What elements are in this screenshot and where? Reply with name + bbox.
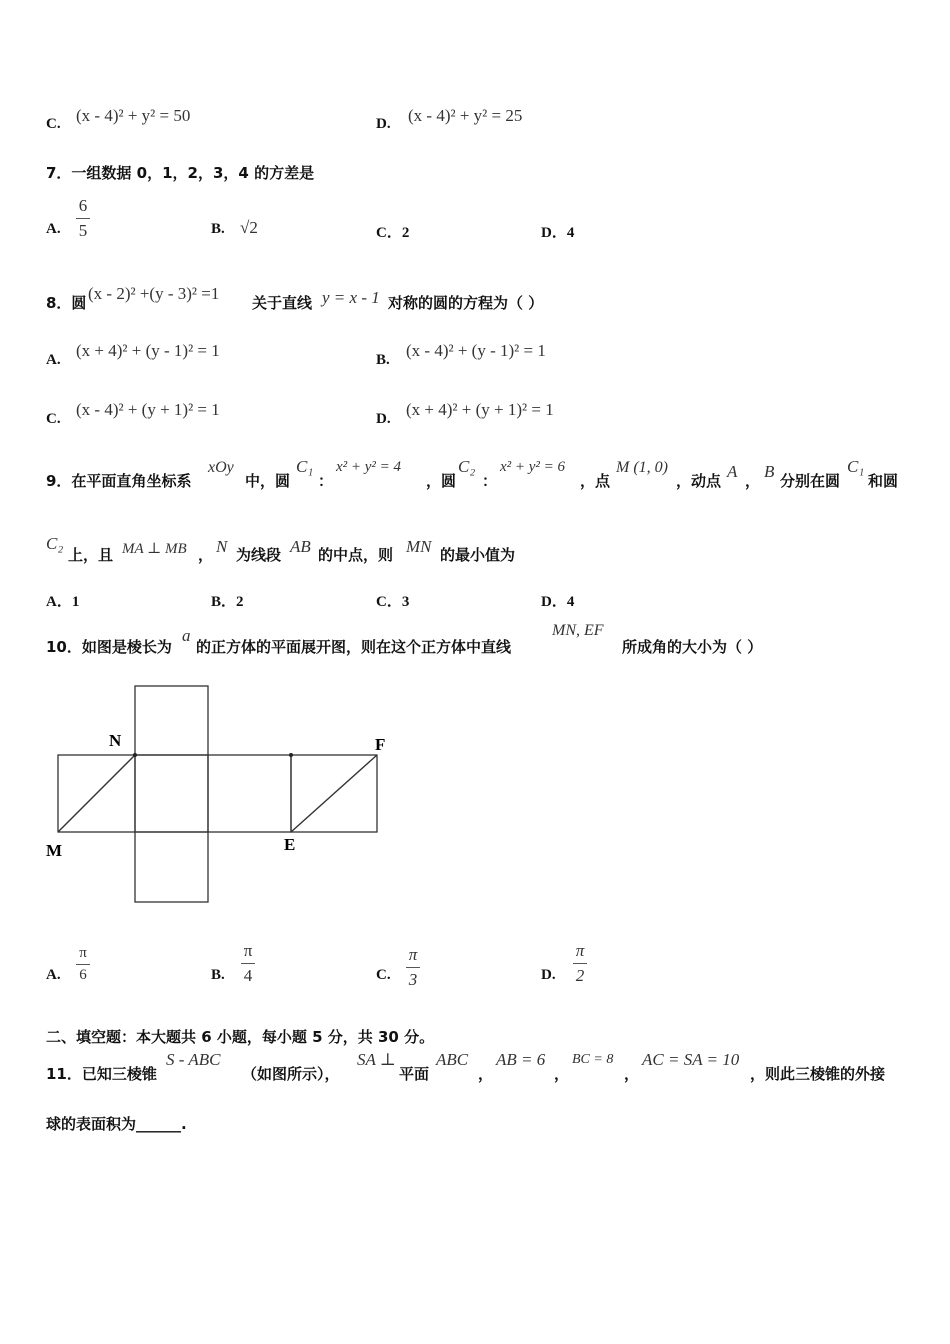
q10-option-b-label: B. xyxy=(211,967,225,983)
net-face-bottom xyxy=(135,832,208,902)
fraction-bar xyxy=(241,963,255,964)
q11-math-sa-perp: SA ⊥ xyxy=(357,1050,396,1069)
fraction-bar xyxy=(76,964,90,965)
net-face-top xyxy=(135,686,208,755)
q10-option-c-label: C. xyxy=(376,967,391,983)
point-top-dot xyxy=(289,753,293,757)
q7-option-d: D．4 xyxy=(541,225,575,241)
q9-math-b: B xyxy=(764,462,775,481)
q10-text-2: 的正方体的平面展开图，则在这个正方体中直线 xyxy=(196,638,512,656)
q9-text-9: 分别在圆 xyxy=(780,472,841,490)
segment-mn xyxy=(58,755,135,832)
q10-option-c-denominator: 3 xyxy=(408,970,418,989)
q7-option-a-denominator: 5 xyxy=(78,221,88,240)
q10-option-a-label: A. xyxy=(46,967,61,983)
q9-option-a: A．1 xyxy=(46,594,80,610)
q9-text-10: 和圆 xyxy=(868,472,899,490)
q9-math-xoy: xOy xyxy=(208,459,234,476)
q9-math-mn: MN xyxy=(406,537,432,556)
q11-text-4: ， xyxy=(478,1065,494,1083)
fraction-bar xyxy=(406,967,420,968)
q9-text-3: ： xyxy=(318,472,334,490)
q8-option-d-formula: (x + 4)² + (y + 1)² = 1 xyxy=(406,400,554,419)
q10-option-a-denominator: 6 xyxy=(79,967,87,983)
q10-option-d-numerator: π xyxy=(575,941,585,960)
q9-text-15: 的最小值为 xyxy=(440,546,516,564)
q11-line-2: 球的表面积为______. xyxy=(46,1115,187,1133)
q11-math-abc: ABC xyxy=(436,1050,469,1069)
label-m: M xyxy=(46,841,63,860)
q10-option-d-fraction xyxy=(573,941,587,986)
q9-text-14: 的中点，则 xyxy=(318,546,394,564)
q9-text-4: ，圆 xyxy=(426,472,457,490)
q9-math-c1: C₁ xyxy=(296,457,314,476)
q9-option-d: D．4 xyxy=(541,594,575,610)
q6-option-d-formula: (x - 4)² + y² = 25 xyxy=(408,106,523,125)
q10-option-a-fraction xyxy=(76,945,90,984)
q9-text-5: ： xyxy=(482,472,498,490)
q8-line-equation: y = x - 1 xyxy=(322,288,380,307)
q8-option-a-formula: (x + 4)² + (y - 1)² = 1 xyxy=(76,341,220,360)
q8-option-b-formula: (x - 4)² + (y - 1)² = 1 xyxy=(406,341,546,360)
q7-option-b-formula: √2 xyxy=(240,218,258,237)
point-n-dot xyxy=(133,753,137,757)
q9-text-12: ， xyxy=(198,546,214,564)
q9-option-c: C．3 xyxy=(376,594,410,610)
q9-math-c2: C₂ xyxy=(458,457,476,476)
q9-math-c1b: C₁ xyxy=(847,457,865,476)
label-n: N xyxy=(109,731,122,750)
q6-option-c-formula: (x - 4)² + y² = 50 xyxy=(76,106,191,125)
q10-option-d-label: D. xyxy=(541,967,556,983)
cube-net-figure xyxy=(40,680,400,910)
q9-math-ab: AB xyxy=(290,537,311,556)
q9-text-6: ，点 xyxy=(580,472,611,490)
q10-text-1: 10．如图是棱长为 xyxy=(46,638,172,656)
q11-text-7: ，则此三棱锥的外接 xyxy=(750,1065,886,1083)
net-face-right xyxy=(208,755,291,832)
q8-option-d-label: D. xyxy=(376,411,391,427)
q10-option-a-numerator: π xyxy=(79,945,87,961)
q10-option-b-fraction xyxy=(241,941,255,986)
q7-option-a-label: A. xyxy=(46,221,61,237)
q11-text-3: 平面 xyxy=(399,1065,430,1083)
q10-option-d-denominator: 2 xyxy=(575,966,585,985)
q11-math-ac-sa: AC = SA = 10 xyxy=(642,1050,740,1069)
q8-circle-equation: (x - 2)² +(y - 3)² =1 xyxy=(88,284,220,303)
q9-text-1: 9．在平面直角坐标系 xyxy=(46,472,192,490)
q11-math-tetra: S - ABC xyxy=(166,1050,221,1069)
q8-option-c-formula: (x - 4)² + (y + 1)² = 1 xyxy=(76,400,220,419)
q7-option-c: C．2 xyxy=(376,225,410,241)
q8-stem-part2: 关于直线 xyxy=(252,294,313,312)
q9-math-perp: MA ⊥ MB xyxy=(122,541,187,557)
q9-math-a: A xyxy=(727,462,738,481)
label-f: F xyxy=(375,735,386,754)
q10-option-b-numerator: π xyxy=(243,941,253,960)
q8-stem-part1: 8．圆 xyxy=(46,294,87,312)
q11-math-bc: BC = 8 xyxy=(572,1052,614,1067)
q10-math-a: a xyxy=(182,626,191,645)
q9-text-2: 中，圆 xyxy=(245,472,291,490)
q11-text-2: （如图所示）， xyxy=(242,1065,340,1083)
q11-text-1: 11．已知三棱锥 xyxy=(46,1065,157,1083)
q9-math-c2b: C₂ xyxy=(46,534,64,553)
segment-ef xyxy=(291,755,377,832)
net-face-front xyxy=(135,755,208,832)
q9-math-circle2: x² + y² = 6 xyxy=(500,459,566,475)
label-e: E xyxy=(284,835,296,854)
q11-math-ab: AB = 6 xyxy=(496,1050,546,1069)
q9-text-8: ， xyxy=(745,472,761,490)
q10-option-b-denominator: 4 xyxy=(243,966,253,985)
q9-text-13: 为线段 xyxy=(236,546,282,564)
q7-option-a-numerator: 6 xyxy=(78,196,88,215)
q10-text-3: 所成角的大小为（ ） xyxy=(622,638,763,656)
q8-option-a-label: A. xyxy=(46,352,61,368)
q11-text-6: ， xyxy=(624,1065,640,1083)
section-heading-fill-in: 二、填空题：本大题共 6 小题，每小题 5 分，共 30 分。 xyxy=(46,1028,435,1046)
q7-option-a-fraction xyxy=(76,196,90,241)
q8-stem-part3: 对称的圆的方程为（ ） xyxy=(388,294,544,312)
q9-math-n: N xyxy=(216,537,228,556)
q8-option-c-label: C. xyxy=(46,411,61,427)
q8-option-b-label: B. xyxy=(376,352,390,368)
fraction-bar xyxy=(573,963,587,964)
q9-text-11: 上，且 xyxy=(68,546,114,564)
fraction-bar xyxy=(76,218,90,219)
q10-option-c-fraction xyxy=(406,945,420,990)
q9-text-7: ，动点 xyxy=(676,472,722,490)
q9-math-point-m: M (1, 0) xyxy=(616,459,668,476)
q9-option-b: B．2 xyxy=(211,594,244,610)
q10-option-c-numerator: π xyxy=(408,945,418,964)
q9-math-circle1: x² + y² = 4 xyxy=(336,459,402,475)
q7-option-b-label: B. xyxy=(211,221,225,237)
q7-stem: 7．一组数据 0，1，2，3，4 的方差是 xyxy=(46,164,315,182)
q6-option-c-label: C. xyxy=(46,116,61,132)
q6-option-d-label: D. xyxy=(376,116,391,132)
q11-text-5: ， xyxy=(554,1065,570,1083)
q10-math-lines: MN, EF xyxy=(552,622,604,639)
